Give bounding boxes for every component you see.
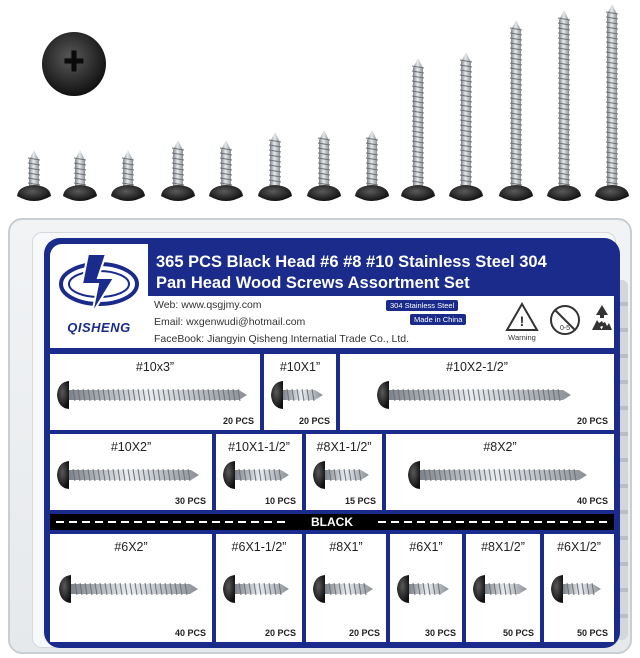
product-label [44, 238, 620, 648]
title-line-2: Pan Head Wood Screws Assortment Set [156, 274, 470, 292]
product-title [156, 252, 616, 294]
recycle-icon [588, 302, 616, 336]
screw-vertical [499, 20, 533, 201]
screw-horizontal-icon [221, 574, 297, 604]
compartment-count: 50 PCS [576, 628, 608, 638]
origin-badge: Made in China [410, 314, 466, 325]
compartment-count: 10 PCS [264, 496, 296, 506]
screw-vertical [307, 130, 341, 201]
compartment [544, 534, 614, 642]
screw-horizontal-icon [55, 460, 207, 490]
compartment-count: 30 PCS [424, 628, 456, 638]
screw-horizontal-icon [221, 460, 297, 490]
warning-icon [504, 302, 540, 342]
email-text: Email: wxgenwudi@hotmail.com [154, 316, 306, 328]
compartment [216, 534, 302, 642]
screw-vertical [258, 132, 292, 201]
age-restriction-icon [548, 302, 582, 342]
screw-horizontal-icon [395, 574, 457, 604]
compartment-size: #10X2-1/2” [446, 360, 508, 374]
screw-horizontal-icon [311, 574, 381, 604]
screw-vertical [401, 58, 435, 201]
compartment-count: 20 PCS [222, 416, 254, 426]
compartment [264, 354, 336, 430]
screw-vertical [449, 52, 483, 201]
compartment-size: #10X2” [110, 440, 152, 454]
facebook-text: FaceBook: Jiangyin Qisheng Internatial Trade Co., Ltd. [154, 333, 410, 345]
steel-badge: 304 Stainless Steel [386, 300, 458, 311]
compartment [50, 534, 212, 642]
compartment-count: 40 PCS [576, 496, 608, 506]
compartment-size: #6X1” [409, 540, 443, 554]
screw-horizontal-icon [375, 380, 579, 410]
compartment [466, 534, 540, 642]
compartment-size: #8X1/2” [481, 540, 525, 554]
compartment-count: 15 PCS [344, 496, 376, 506]
compartment-size: #8X1-1/2” [316, 440, 372, 454]
compartment [50, 434, 212, 510]
compartment-count: 20 PCS [264, 628, 296, 638]
compartment-count: 20 PCS [576, 416, 608, 426]
compartment-size: #8X1” [329, 540, 363, 554]
compartment-count: 50 PCS [502, 628, 534, 638]
age-label: 0-5 [559, 325, 571, 332]
compartment-count: 40 PCS [174, 628, 206, 638]
compartment-size: #10X1-1/2” [228, 440, 290, 454]
screw-vertical [17, 150, 51, 201]
screw-vertical [355, 130, 389, 201]
screw-horizontal-icon [549, 574, 609, 604]
screw-vertical [595, 4, 629, 201]
compartment [390, 534, 462, 642]
screw-vertical [161, 140, 195, 201]
screw-vertical [209, 140, 243, 201]
divider-dash-right [378, 521, 608, 523]
compartment-size: #10X1” [279, 360, 321, 374]
screw-vertical [63, 150, 97, 201]
screw-lineup [0, 0, 640, 215]
compartment-size: #6X2” [114, 540, 148, 554]
compartment-count: 20 PCS [348, 628, 380, 638]
compartment-size: #6X1/2” [557, 540, 601, 554]
warning-label: Warning [508, 333, 536, 342]
screw-horizontal-icon [57, 574, 206, 604]
website-text: Web: www.qsgjmy.com [154, 299, 262, 311]
compartment [340, 354, 614, 430]
brand-logo-panel [50, 244, 148, 348]
black-divider [50, 514, 614, 530]
screw-vertical [547, 10, 581, 201]
screw-horizontal-icon [269, 380, 331, 410]
compartment [306, 534, 386, 642]
screw-horizontal-icon [311, 460, 377, 490]
compartment-size: #8X2” [483, 440, 517, 454]
compartment [50, 354, 260, 430]
compartment [386, 434, 614, 510]
screw-head-top-view [42, 32, 106, 96]
screw-horizontal-icon [55, 380, 255, 410]
compartment [216, 434, 302, 510]
compartment [306, 434, 382, 510]
compartment-count: 30 PCS [174, 496, 206, 506]
screw-horizontal-icon [406, 460, 595, 490]
title-line-1: 365 PCS Black Head #6 #8 #10 Stainless Steel 304 [156, 253, 547, 271]
divider-dash-left [56, 521, 286, 523]
compartment-count: 20 PCS [298, 416, 330, 426]
qisheng-logo-icon [50, 244, 148, 320]
screw-horizontal-icon [471, 574, 535, 604]
contact-panel [148, 296, 614, 348]
svg-text:!: ! [519, 313, 525, 329]
divider-label: BLACK [311, 515, 353, 529]
screw-vertical [111, 150, 145, 201]
brand-name: QISHENG [67, 320, 131, 335]
compartment-size: #10x3” [135, 360, 175, 374]
compartment-size: #6X1-1/2” [231, 540, 287, 554]
